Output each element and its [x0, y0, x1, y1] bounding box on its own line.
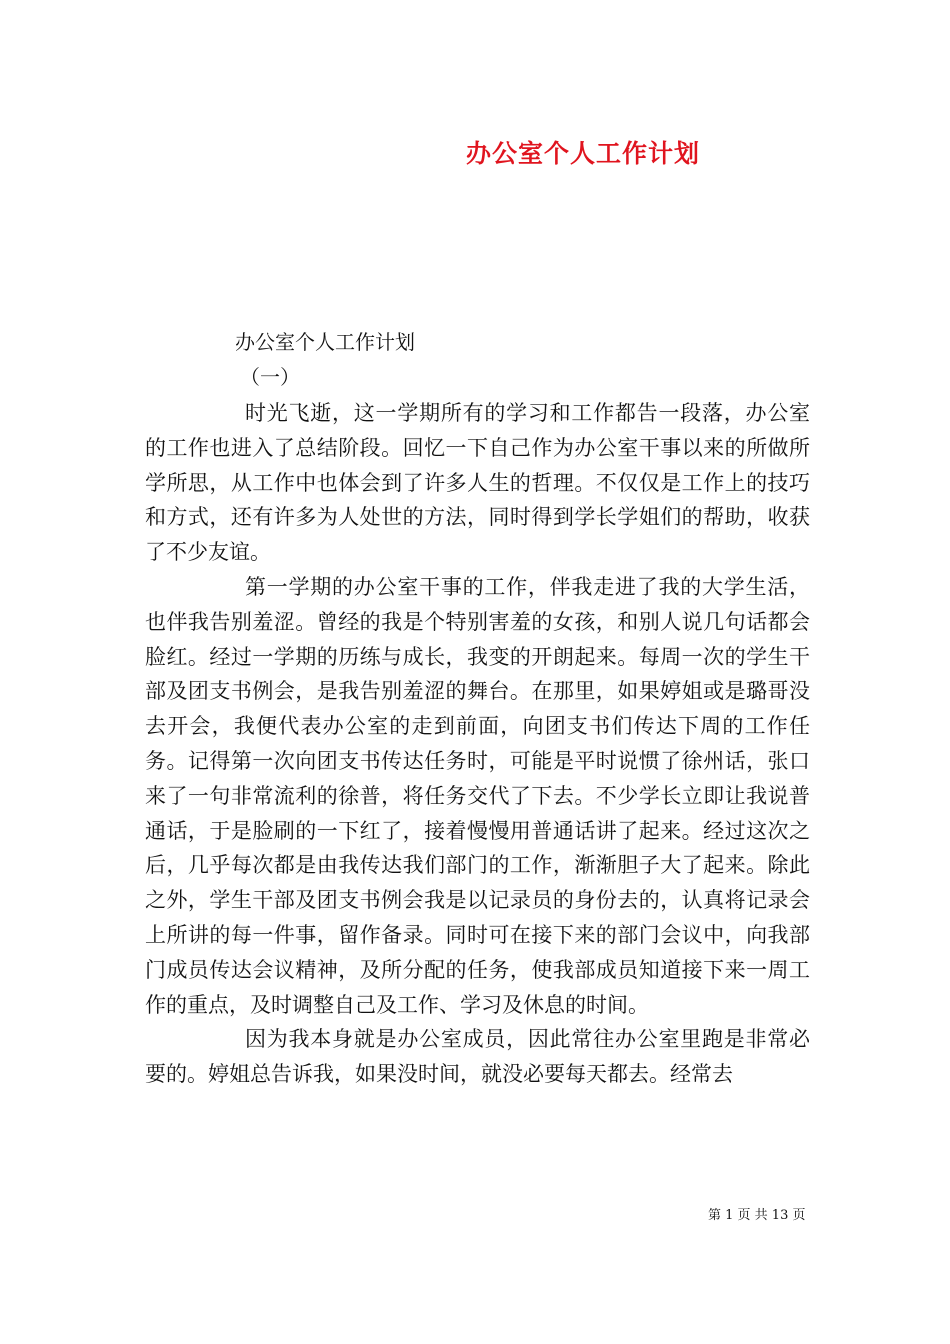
- document-title: 办公室个人工作计划: [465, 139, 700, 168]
- document-subtitle: 办公室个人工作计划: [235, 330, 415, 354]
- paragraph: 时光飞逝，这一学期所有的学习和工作都告一段落，办公室的工作也进入了总结阶段。回忆一下自己作为办公室干事以来的所做所学所思，从工作中也体会到了许多人生的哲理。不仅仅是工作上的技巧和方式，还有许多为人处世的方法，同时得到学长学姐们的帮助，收获了不少友谊。: [145, 401, 810, 565]
- section-number: （一）: [240, 365, 300, 389]
- paragraph: 第一学期的办公室干事的工作，伴我走进了我的大学生活，也伴我告别羞涩。曾经的我是个特别害羞的女孩，和别人说几句话都会脸红。经过一学期的历练与成长，我变的开朗起来。每周一次的学生干部及团支书例会，是我告别羞涩的舞台。在那里，如果婷姐或是璐哥没去开会，我便代表办公室的走到前面，向团支书们传达下周的工作任务。记得第一次向团支书传达任务时，可能是平时说惯了徐州话，张口来了一句非常流利的徐普，将任务交代了下去。不少学长立即让我说普通话，于是脸刷的一下红了，接着慢慢用普通话讲了起来。经过这次之后，几乎每次都是由我传达我们部门的工作，渐渐胆子大了起来。除此之外，学生干部及团支书例会我是以记录员的身份去的，认真将记录会上所讲的每一件事，留作备录。同时可在接下来的部门会议中，向我部门成员传达会议精神，及所分配的任务，使我部成员知道接下来一周工作的重点，及时调整自己及工作、学习及休息的时间。: [145, 574, 810, 1017]
- page-footer: 第 1 页 共 13 页: [708, 1208, 806, 1223]
- document-body: [145, 396, 810, 1092]
- paragraph: 因为我本身就是办公室成员，因此常往办公室里跑是非常必要的。婷姐总告诉我，如果没时间，就没必要每天都去。经常去: [145, 1027, 810, 1087]
